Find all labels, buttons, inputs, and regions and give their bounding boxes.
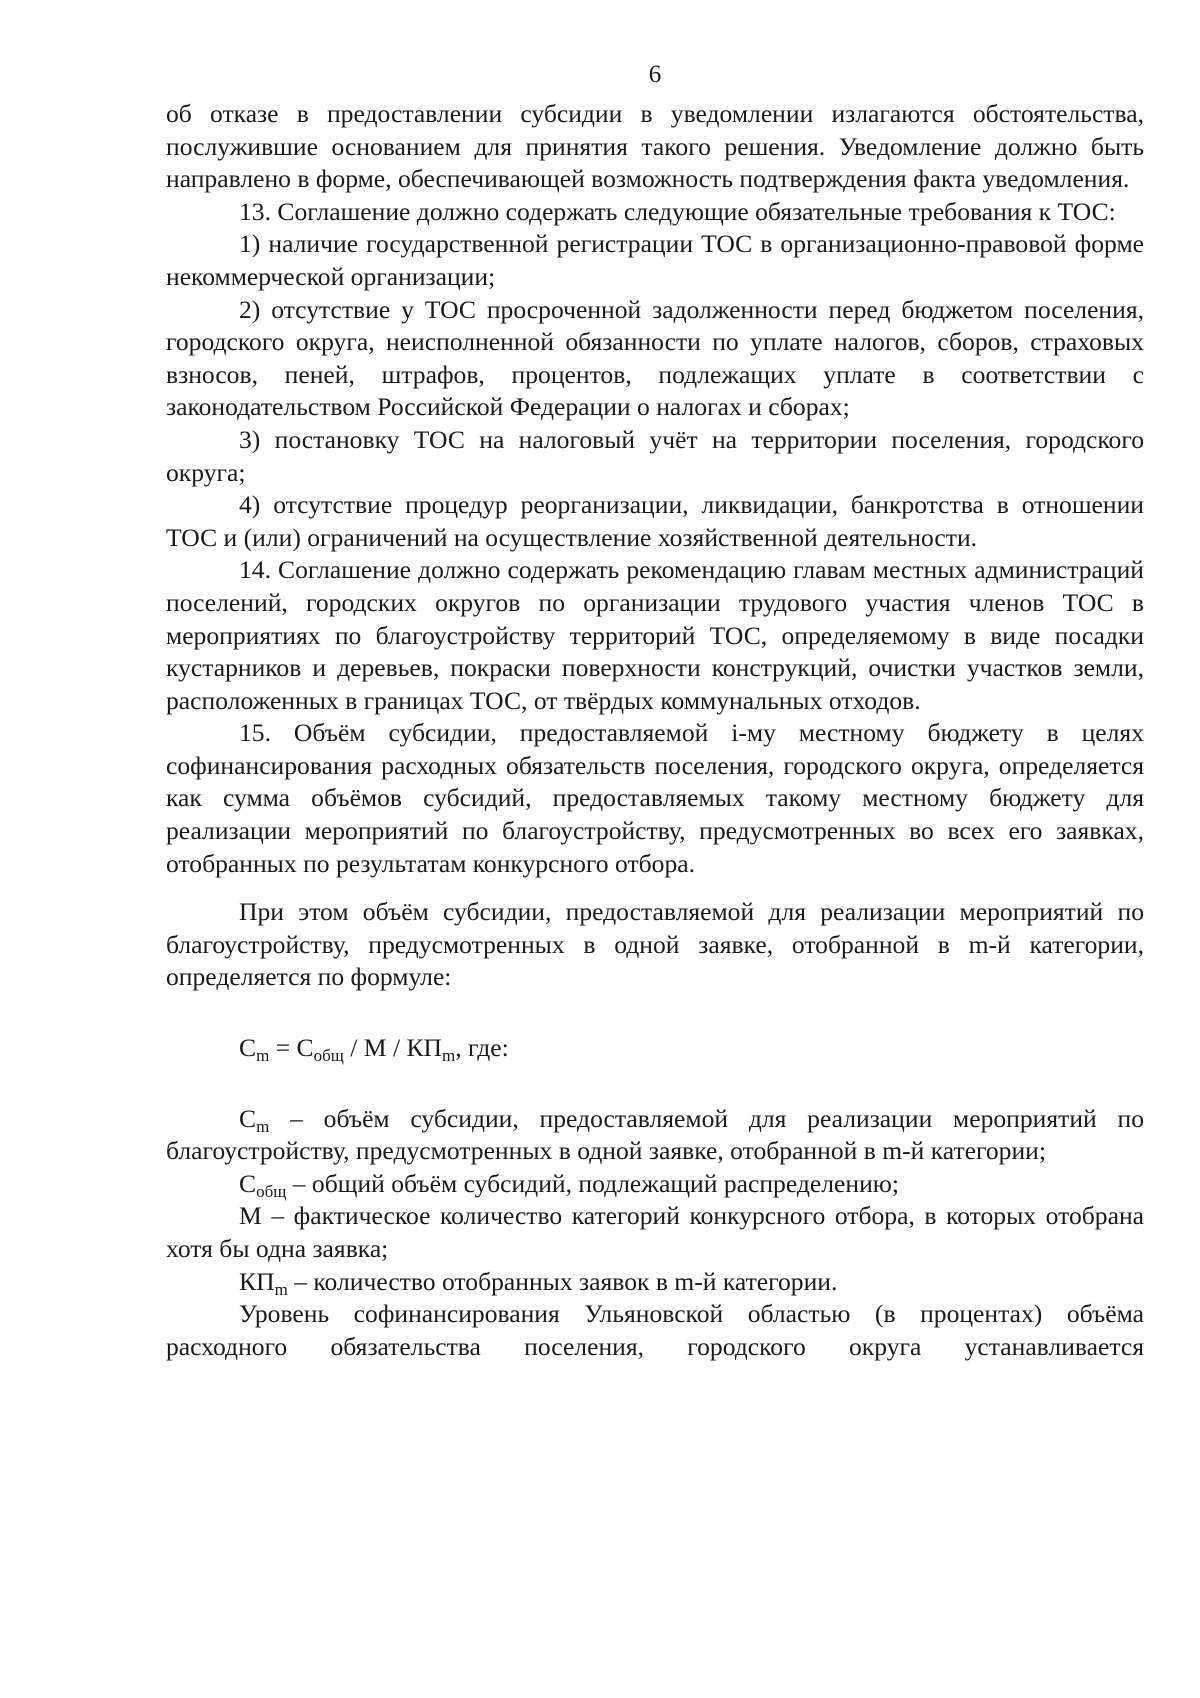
requirement-4: 4) отсутствие процедур реорганизации, ликвидации, банкротства в отношении ТОС и (или) ограничений на осуществление хозяйственной деятельности. bbox=[166, 490, 1144, 552]
paragraph-15: 15. Объём субсидии, предоставляемой i-му местному бюджету в целях софинансирования расходных обязательств поселения, городского округа, определяется как сумма объёмов субсидий, предоставляемых такому местному бюджету для реализации мероприятий по благоустройству, предусмотренных во всех его заявках, отобранных по результатам конкурсного отбора. bbox=[166, 718, 1144, 878]
formula-sub-m: m bbox=[256, 1046, 270, 1066]
def-sub-obshch: общ bbox=[256, 1181, 287, 1201]
def-cobshch-text: – общий объём субсидий, подлежащий распределению; bbox=[286, 1168, 900, 1198]
formula-divide-m: / М / bbox=[343, 1033, 407, 1063]
formula-tail: , где: bbox=[455, 1033, 509, 1063]
requirement-3: 3) постановку ТОС на налоговый учёт на территории поселения, городского округа; bbox=[166, 424, 1144, 487]
def-sub-m: m bbox=[256, 1116, 270, 1136]
def-cm-text: – объём субсидии, предоставляемой для реализации мероприятий по благоустройству, предусмотренных в одной заявке, отобранной в m-й категории; bbox=[166, 1103, 1144, 1166]
def-sub-m-kp: m bbox=[274, 1279, 288, 1299]
paragraph-14: 14. Соглашение должно содержать рекомендацию главам местных администраций поселений, городских округов по организации трудового участия членов ТОС в мероприятиях по благоустройству территорий ТОС, определяемому в виде посадки кустарников и деревьев, покраски поверхности конструкций, очистки участков земли, расположенных в границах ТОС, от твёрдых коммунальных отходов. bbox=[166, 555, 1144, 715]
page-number: 6 bbox=[648, 61, 662, 88]
def-c-total: С bbox=[239, 1168, 257, 1198]
paragraph-cofinancing-level: Уровень софинансирования Ульяновской областью (в процентах) объёма расходного обязательства поселения, городского округа устанавливается bbox=[166, 1299, 1144, 1361]
formula-sub-m-kp: m bbox=[442, 1046, 456, 1066]
definition-kpm bbox=[166, 1266, 1144, 1299]
paragraph-13: 13. Соглашение должно содержать следующие обязательные требования к ТОС: bbox=[239, 196, 1116, 226]
subsidy-formula bbox=[239, 1032, 1144, 1065]
def-c: С bbox=[239, 1103, 257, 1133]
formula-sub-obshch: общ bbox=[313, 1046, 344, 1066]
def-kp: КП bbox=[239, 1266, 275, 1296]
definition-cm bbox=[166, 1103, 1144, 1168]
requirement-1: 1) наличие государственной регистрации ТОС в организационно-правовой форме некоммерческой организации; bbox=[166, 229, 1144, 291]
requirement-2: 2) отсутствие у ТОС просроченной задолженности перед бюджетом поселения, городского округа, неисполненной обязанности по уплате налогов, сборов, страховых взносов, пеней, штрафов, процентов, подлежащих уплате в соответствии с законодательством Российской Федерации о налогах и сборах; bbox=[166, 294, 1144, 422]
formula-c-total: С bbox=[296, 1033, 314, 1063]
definition-cobshch bbox=[166, 1168, 1144, 1201]
formula-equals: = bbox=[269, 1033, 297, 1063]
formula-c: С bbox=[239, 1033, 257, 1063]
definition-m: М – фактическое количество категорий конкурсного отбора, в которых отобрана хотя бы одна заявка; bbox=[166, 1201, 1144, 1263]
paragraph-formula-intro: При этом объём субсидии, предоставляемой для реализации мероприятий по благоустройству, предусмотренных в одной заявке, отобранной в m-й категории, определяется по формуле: bbox=[166, 897, 1144, 992]
document-page bbox=[166, 58, 1144, 1363]
formula-kp: КП bbox=[406, 1033, 443, 1063]
def-kpm-text: – количество отобранных заявок в m-й категории. bbox=[287, 1266, 838, 1296]
paragraph-refusal-notice: об отказе в предоставлении субсидии в уведомлении излагаются обстоятельства, послужившие основанием для принятия такого решения. Уведомление должно быть направлено в форме, обеспечивающей возможность подтверждения факта уведомления. bbox=[166, 99, 1144, 194]
